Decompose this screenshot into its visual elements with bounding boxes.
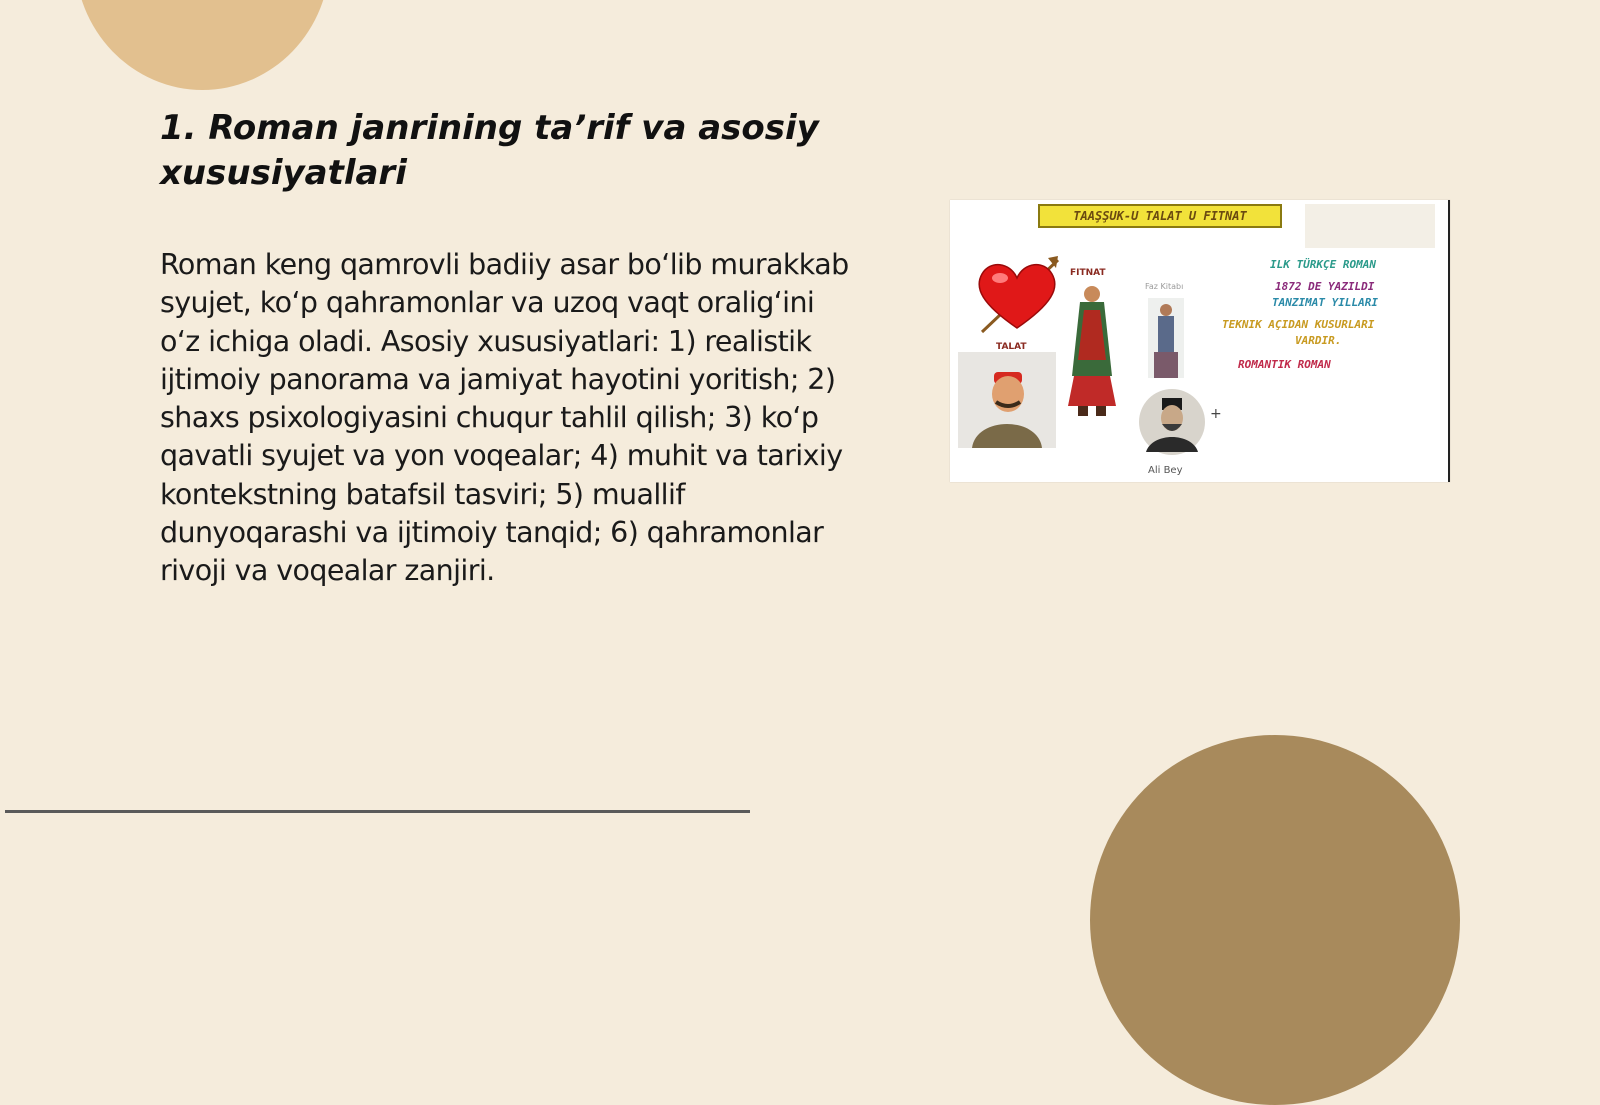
poster-line-1: ILK TÜRKÇE ROMAN	[1270, 258, 1376, 271]
poster-line-2: 1872 DE YAZILDI	[1275, 280, 1375, 293]
ali-bey-portrait-icon	[1138, 388, 1206, 456]
standing-man-icon	[1148, 298, 1184, 378]
poster-line-4: TEKNIK AÇIDAN KUSURLARI	[1222, 318, 1375, 331]
crosshair-mark-icon: +	[1210, 406, 1222, 422]
poster-line-5: VARDIR.	[1295, 334, 1342, 347]
divider-line	[5, 810, 750, 813]
caption-faded: Faz Kitabı	[1145, 282, 1184, 291]
poster-line-3: TANZIMAT YILLARI	[1272, 296, 1378, 309]
decorative-circle-top	[75, 0, 330, 90]
caption-talat: TALAT	[996, 342, 1027, 352]
slide-title: 1. Roman janrining ta’rif va asosiy xususiyatlari	[160, 108, 819, 193]
slide-body-text: Roman keng qamrovli badiiy asar bo‘lib murakkab syujet, ko‘p qahramonlar va uzoq vaqt oralig‘ini o‘z ichiga oladi. Asosiy xususiyatlari: 1) realistik ijtimoiy panorama va jamiyat hayotini yoritish; 2) shaxs psixologiyasini chuqur tahlil qilish; 3) ko‘p qavatli syujet va yon voqealar; 4) muhit va tarixiy kontekstning batafsil tasviri; 5) muallif dunyoqarashi va ijtimoiy tanqid; 6) qahramonlar rivoji va voqealar zanjiri.	[160, 248, 849, 588]
caption-ali-bey: Ali Bey	[1148, 465, 1183, 476]
novel-poster-image	[950, 200, 1450, 482]
poster-handwriting-patch	[1305, 204, 1435, 248]
poster-line-6: ROMANTIK ROMAN	[1238, 358, 1331, 371]
talat-portrait-icon	[958, 352, 1056, 448]
poster-banner: TAAŞŞUK-U TALAT U FITNAT	[1038, 204, 1282, 228]
fitnat-figure-icon	[1062, 280, 1122, 420]
decorative-circle-bottom	[1090, 735, 1460, 1105]
heart-arrow-icon	[972, 252, 1062, 337]
poster-edge	[1448, 200, 1450, 482]
caption-fitnat: FITNAT	[1070, 268, 1106, 278]
